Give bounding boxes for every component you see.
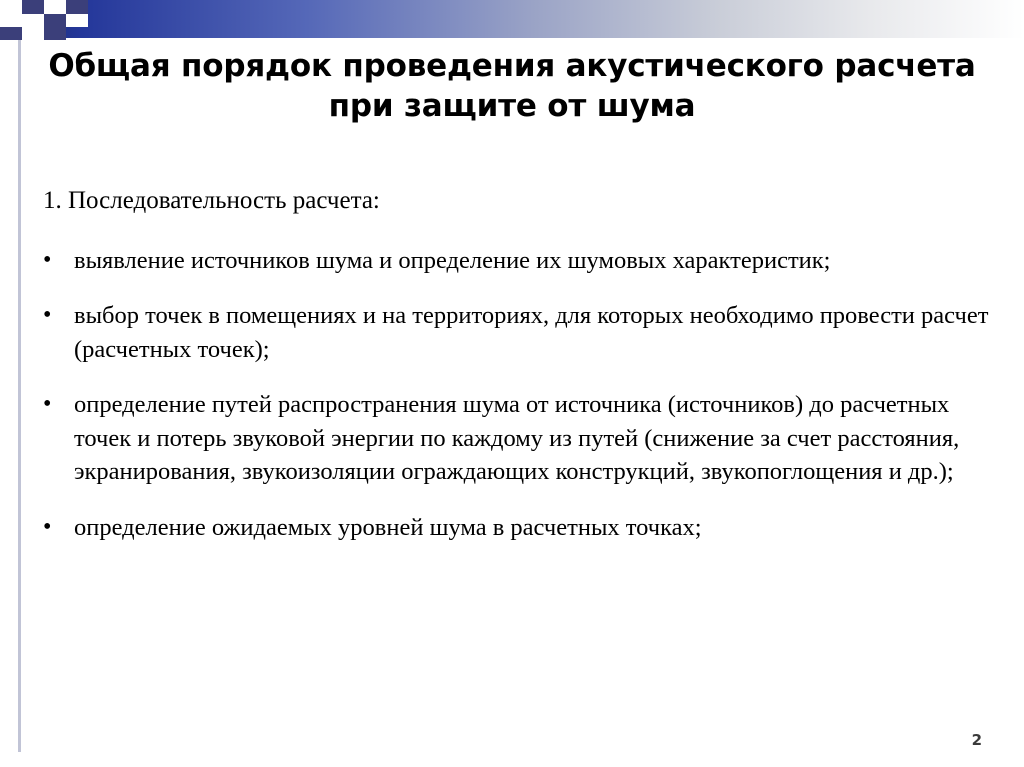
list-item-text: определение путей распространения шума от источника (источников) до расчетных точек и потерь звуковой энергии по каждому из путей (снижение за счет расстояния, экранирования, звукоизоляции ограждающих конструкций, звукопоглощения и др.); [74, 391, 960, 486]
square-gap [22, 14, 44, 27]
list-item-text: выбор точек в помещениях и на территориях, для которых необходимо провести расчет (расчетных точек); [74, 302, 989, 363]
list-item [40, 511, 990, 545]
square-dark [22, 0, 44, 14]
page-title: Общая порядок проведения акустического расчета при защите от шума [48, 48, 976, 125]
square-dark [66, 0, 88, 14]
bullet-marker-icon: • [43, 246, 52, 273]
list-item [40, 388, 990, 489]
list-item-text: выявление источников шума и определение их шумовых характеристик; [74, 246, 831, 274]
square-gap [0, 0, 22, 14]
list-item-text: определение ожидаемых уровней шума в расчетных точках; [74, 513, 702, 541]
left-accent-rule [18, 40, 21, 752]
square-dark [44, 27, 66, 40]
square-dark [0, 27, 22, 40]
page-number: 2 [971, 731, 982, 749]
square-gap [44, 0, 66, 14]
bullet-marker-icon: • [43, 513, 52, 540]
lead-paragraph: 1. Последовательность расчета: [43, 187, 380, 214]
decorative-gradient-band [0, 0, 1024, 38]
slide-body [40, 185, 990, 566]
square-gap [22, 27, 44, 40]
square-gap [66, 14, 88, 27]
list-item [40, 244, 990, 278]
square-dark [44, 14, 66, 27]
square-gap [0, 14, 22, 27]
bullet-marker-icon: • [43, 391, 52, 418]
list-item [40, 299, 990, 366]
bullet-marker-icon: • [43, 302, 52, 329]
